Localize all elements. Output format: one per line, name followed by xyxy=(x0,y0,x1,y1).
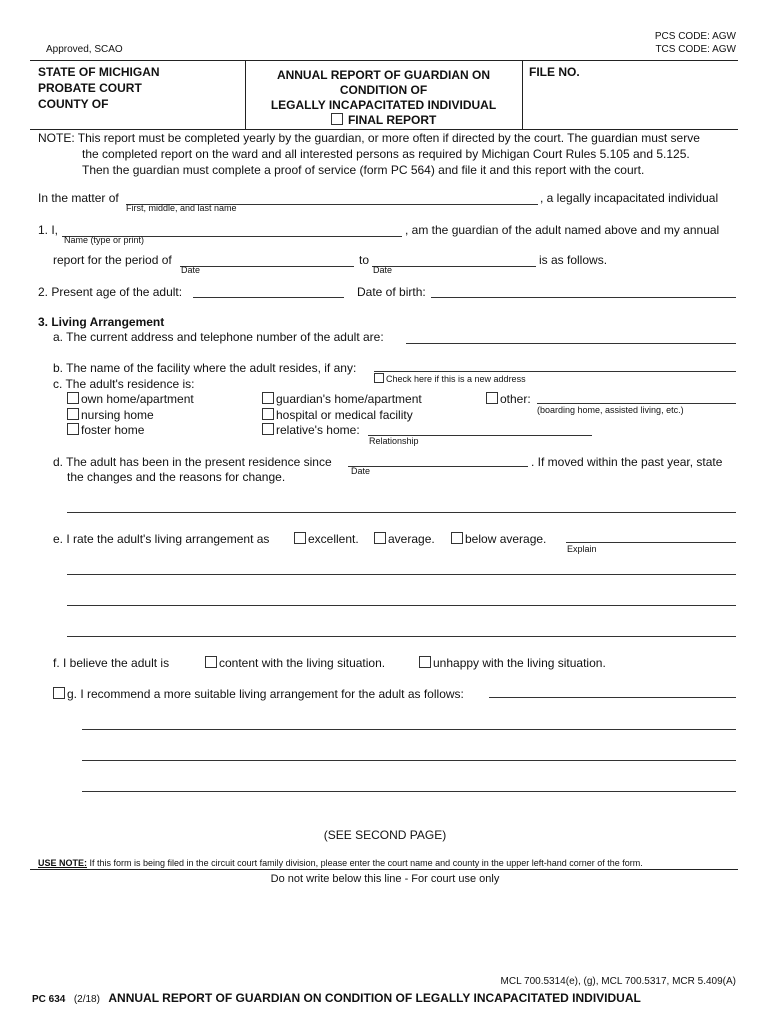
period-start-field[interactable] xyxy=(180,266,354,267)
relative-home-checkbox[interactable] xyxy=(262,423,274,435)
mcl-reference: MCL 700.5314(e), (g), MCL 700.5317, MCR 5.409(A) xyxy=(500,976,736,987)
nursing-home-label: nursing home xyxy=(81,408,154,422)
foster-home-label: foster home xyxy=(81,423,145,437)
item1-suffix: , am the guardian of the adult named above and my annual xyxy=(405,223,720,237)
note-line2: the completed report on the ward and all interested persons as required by Michigan Court Rules 5.105 and 5.125. xyxy=(82,147,690,161)
explain-line-1[interactable] xyxy=(67,574,736,575)
item3f-label: f. I believe the adult is xyxy=(53,656,170,670)
recommend-field[interactable] xyxy=(489,697,736,698)
content-label: content with the living situation. xyxy=(219,656,386,670)
period-label: report for the period of xyxy=(53,253,172,267)
final-report-label: FINAL REPORT xyxy=(347,113,437,127)
use-note-label: USE NOTE: xyxy=(38,858,88,868)
address-field[interactable] xyxy=(406,343,736,344)
opt-hospital[interactable] xyxy=(262,408,413,422)
unhappy-label: unhappy with the living situation. xyxy=(433,656,606,670)
item3b-label: b. The name of the facility where the adult resides, if any: xyxy=(53,361,357,375)
header-top-rule xyxy=(30,60,738,61)
own-home-label: own home/apartment xyxy=(81,392,194,406)
item3d-suffix: . If moved within the past year, state xyxy=(531,455,723,469)
note-line3: Then the guardian must complete a proof of service (form PC 564) and file it and this report with the court. xyxy=(82,163,645,177)
form-date: (2/18) xyxy=(73,994,100,1005)
new-address-label: Check here if this is a new address xyxy=(386,374,526,384)
recommend-label: g. I recommend a more suitable living arrangement for the adult as follows: xyxy=(67,687,464,701)
period-end-sub: Date xyxy=(373,265,393,275)
opt-foster-home[interactable] xyxy=(67,423,144,437)
final-report-checkbox[interactable] xyxy=(331,113,343,125)
residence-since-sub: Date xyxy=(351,466,371,476)
court-county: COUNTY OF xyxy=(38,97,109,111)
period-suffix: is as follows. xyxy=(539,253,608,267)
relative-home-label: relative's home: xyxy=(276,423,360,437)
explain-line-3[interactable] xyxy=(67,636,736,637)
nursing-home-checkbox[interactable] xyxy=(67,408,79,420)
period-start-sub: Date xyxy=(181,265,201,275)
rate-below-average[interactable] xyxy=(451,532,546,546)
unhappy-checkbox[interactable] xyxy=(419,656,431,668)
foster-home-checkbox[interactable] xyxy=(67,423,79,435)
approved-text: Approved, SCAO xyxy=(46,44,123,55)
opt-content[interactable] xyxy=(205,656,385,670)
explain-sub: Explain xyxy=(567,544,597,554)
new-address-option[interactable] xyxy=(374,373,526,384)
item1-prefix: 1. I, xyxy=(38,223,59,237)
average-label: average. xyxy=(388,532,435,546)
final-report-option[interactable] xyxy=(245,113,522,127)
matter-suffix: , a legally incapacitated individual xyxy=(540,191,719,205)
header-divider-2 xyxy=(522,60,523,129)
hospital-checkbox[interactable] xyxy=(262,408,274,420)
item3e-label: e. I rate the adult's living arrangement as xyxy=(53,532,270,546)
other-label: other: xyxy=(500,392,531,406)
dob-field[interactable] xyxy=(431,297,736,298)
average-checkbox[interactable] xyxy=(374,532,386,544)
hospital-label: hospital or medical facility xyxy=(276,408,413,422)
item3g[interactable] xyxy=(53,687,464,701)
recommend-line-3[interactable] xyxy=(82,791,736,792)
court-use-divider xyxy=(30,869,738,870)
guardian-home-label: guardian's home/apartment xyxy=(276,392,422,406)
form-title-line2: CONDITION OF xyxy=(339,83,428,97)
excellent-checkbox[interactable] xyxy=(294,532,306,544)
matter-label: In the matter of xyxy=(38,191,119,205)
footer-form-title: ANNUAL REPORT OF GUARDIAN ON CONDITION OF LEGALLY INCAPACITATED INDIVIDUAL xyxy=(108,991,641,1005)
opt-unhappy[interactable] xyxy=(419,656,606,670)
rate-average[interactable] xyxy=(374,532,435,546)
own-home-checkbox[interactable] xyxy=(67,392,79,404)
item3c-label: c. The adult's residence is: xyxy=(53,377,195,391)
period-end-field[interactable] xyxy=(372,266,536,267)
see-second-page: (SEE SECOND PAGE) xyxy=(323,828,447,842)
other-field[interactable] xyxy=(537,403,736,404)
form-footer xyxy=(32,989,641,1007)
excellent-label: excellent. xyxy=(308,532,359,546)
court-use-only: Do not write below this line - For court use only xyxy=(270,873,500,885)
residence-since-field[interactable] xyxy=(348,466,528,467)
period-to: to xyxy=(359,253,370,267)
court-name: PROBATE COURT xyxy=(38,81,142,95)
new-address-checkbox[interactable] xyxy=(374,373,384,383)
guardian-name-sub: Name (type or print) xyxy=(64,235,145,245)
content-checkbox[interactable] xyxy=(205,656,217,668)
facility-field[interactable] xyxy=(374,371,736,372)
recommend-checkbox[interactable] xyxy=(53,687,65,699)
item3d-label: d. The adult has been in the present residence since xyxy=(53,455,332,469)
other-sub: (boarding home, assisted living, etc.) xyxy=(537,405,684,415)
rate-excellent[interactable] xyxy=(294,532,359,546)
below-average-checkbox[interactable] xyxy=(451,532,463,544)
relationship-sub: Relationship xyxy=(369,436,419,446)
guardian-home-checkbox[interactable] xyxy=(262,392,274,404)
form-id: PC 634 xyxy=(32,994,66,1005)
dob-label: Date of birth: xyxy=(357,285,426,299)
matter-name-sub: First, middle, and last name xyxy=(126,203,237,213)
header-bottom-rule xyxy=(30,129,738,130)
note-line1: NOTE: This report must be completed yearly by the guardian, or more often if directed by the court. The guardian must serve xyxy=(38,131,700,145)
pcs-code: PCS CODE: AGW xyxy=(654,31,736,42)
form-title-line3: LEGALLY INCAPACITATED INDIVIDUAL xyxy=(270,98,497,112)
form-title-line1: ANNUAL REPORT OF GUARDIAN ON xyxy=(276,68,491,82)
explain-field[interactable] xyxy=(566,542,736,543)
opt-guardian-home[interactable] xyxy=(262,392,422,406)
age-field[interactable] xyxy=(193,297,344,298)
changes-field[interactable] xyxy=(67,512,736,513)
opt-nursing-home[interactable] xyxy=(67,408,154,422)
recommend-line-2[interactable] xyxy=(82,760,736,761)
court-state: STATE OF MICHIGAN xyxy=(38,65,160,79)
file-no-label: FILE NO. xyxy=(529,65,580,79)
item3d-line2: the changes and the reasons for change. xyxy=(67,470,286,484)
item3a-label: a. The current address and telephone number of the adult are: xyxy=(53,330,384,344)
use-note xyxy=(38,858,643,868)
recommend-line-1[interactable] xyxy=(82,729,736,730)
opt-other[interactable] xyxy=(486,392,531,406)
tcs-code: TCS CODE: AGW xyxy=(655,44,736,55)
use-note-text: If this form is being filed in the circuit court family division, please enter the court name and county in the upper left-hand corner of the form. xyxy=(87,858,643,868)
opt-relative-home[interactable] xyxy=(262,423,360,437)
explain-line-2[interactable] xyxy=(67,605,736,606)
other-checkbox[interactable] xyxy=(486,392,498,404)
living-arrangement-heading: 3. Living Arrangement xyxy=(38,315,165,329)
below-average-label: below average. xyxy=(465,532,547,546)
opt-own-home[interactable] xyxy=(67,392,194,406)
age-label: 2. Present age of the adult: xyxy=(38,285,183,299)
